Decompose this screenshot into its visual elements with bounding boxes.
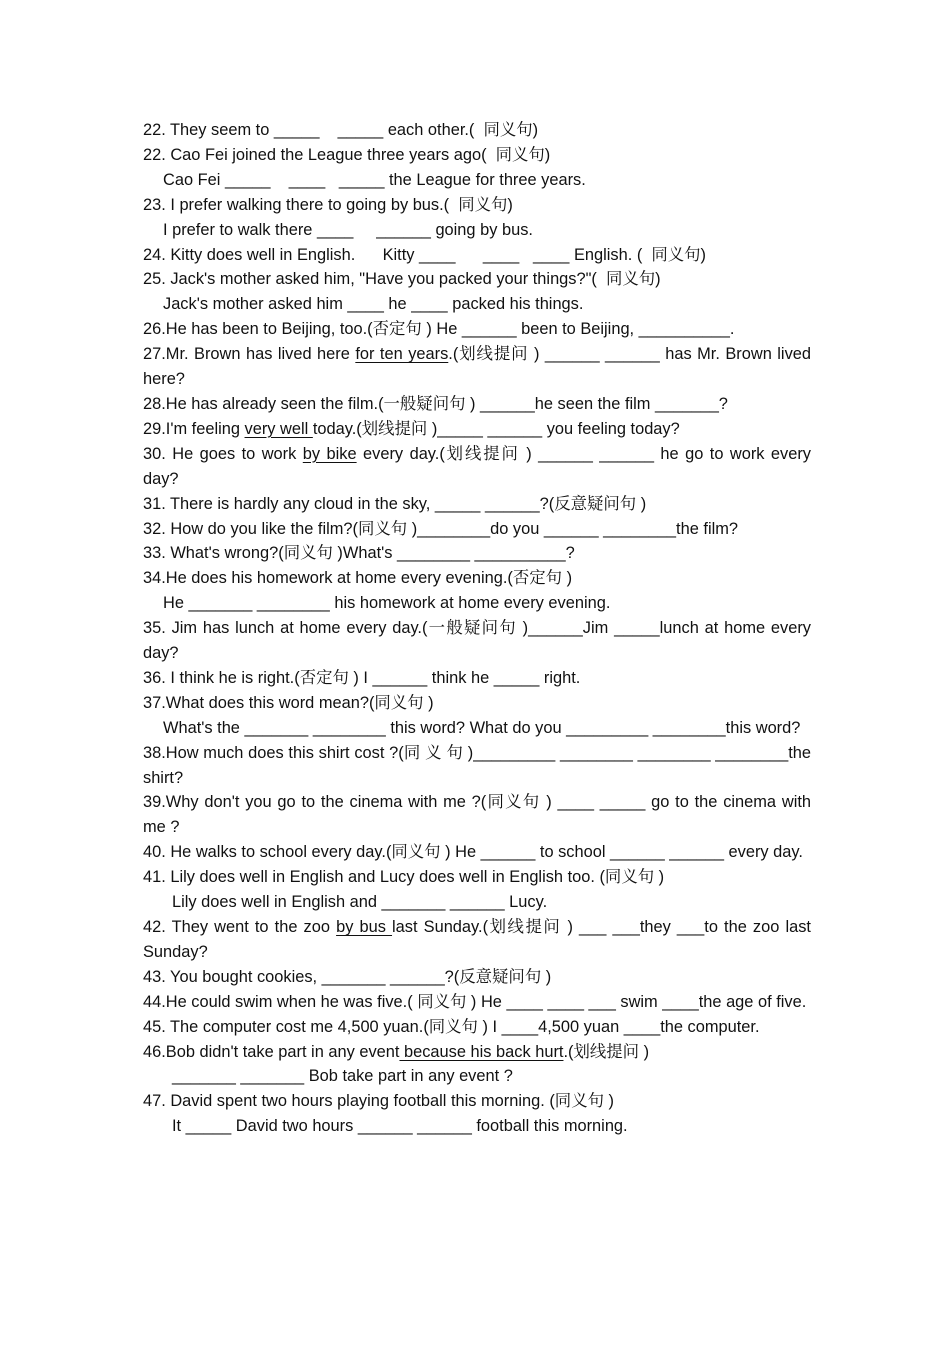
- underlined-phrase: by bus: [336, 918, 393, 936]
- exercise-43: 43. You bought cookies, _______ ______?(反意疑问句 ): [143, 967, 552, 986]
- exercise-39: 39.Why don't you go to the cinema with me ?(同义句 ) ____ _____ go to the cinema with me ?: [143, 793, 811, 837]
- exercise-35: 35. Jim has lunch at home every day.(一般疑问句 )______Jim _____lunch at home every day?: [143, 619, 811, 663]
- exercise-23: 23. I prefer walking there to going by bus.( 同义句): [143, 195, 513, 214]
- exercise-31: 31. There is hardly any cloud in the sky, _____ ______?(反意疑问句 ): [143, 494, 647, 513]
- exercise-47-answer: It _____ David two hours ______ ______ football this morning.: [172, 1117, 628, 1136]
- exercise-25: 25. Jack's mother asked him, "Have you packed your things?"( 同义句): [143, 270, 661, 289]
- exercise-44: 44.He could swim when he was five.( 同义句 ) He ____ ____ ___ swim ____the age of five.: [143, 992, 807, 1011]
- underlined-phrase: because his back hurt: [399, 1042, 564, 1061]
- exercise-32: 32. How do you like the film?(同义句 )________do you ______ ________the film?: [143, 519, 738, 538]
- exercise-37-answer: What's the _______ ________ this word? What do you _________ ________this word?: [163, 718, 801, 737]
- exercise-34-answer: He _______ ________ his homework at home every evening.: [163, 594, 611, 613]
- exercise-23-answer: I prefer to walk there ____ ______ going by bus.: [163, 220, 533, 239]
- exercise-41: 41. Lily does well in English and Lucy does well in English too. (同义句 ): [143, 868, 665, 887]
- exercise-45: 45. The computer cost me 4,500 yuan.(同义句 ) I ____4,500 yuan ____the computer.: [143, 1017, 760, 1036]
- exercise-27: 27.Mr. Brown has lived here for ten years.(划线提问 ) ______ ______ has Mr. Brown lived here?: [143, 345, 811, 389]
- exercise-24: 24. Kitty does well in English. Kitty ____ ____ ____ English. ( 同义句): [143, 245, 707, 264]
- underlined-phrase: very well: [244, 419, 313, 438]
- exercise-22a: 22. They seem to _____ _____ each other.( 同义句): [143, 121, 539, 139]
- exercise-26: 26.He has been to Beijing, too.(否定句 ) He ______ been to Beijing, __________.: [143, 320, 735, 339]
- underlined-phrase: by bike: [302, 444, 357, 463]
- exercise-40: 40. He walks to school every day.(同义句 ) He ______ to school ______ ______ every day.: [143, 843, 803, 862]
- exercise-37: 37.What does this word mean?(同义句 ): [143, 693, 434, 712]
- exercise-30: 30. He goes to work by bike every day.(划线提问 ) ______ ______ he go to work every day?: [143, 444, 812, 488]
- exercise-25-answer: Jack's mother asked him ____ he ____ packed his things.: [163, 295, 584, 314]
- exercise-28: 28.He has already seen the film.(一般疑问句 ) ______he seen the film _______?: [143, 394, 728, 413]
- exercise-42: 42. They went to the zoo by bus last Sunday.(划线提问 ) ___ ___they ___to the zoo last Sunday?: [143, 918, 811, 961]
- exercise-34: 34.He does his homework at home every evening.(否定句 ): [143, 569, 573, 588]
- exercise-38: 38.How much does this shirt cost ?(同 义 句 )_________ ________ ________ ________the shirt?: [143, 743, 811, 787]
- exercise-46: 46.Bob didn't take part in any event because his back hurt.(划线提问 ): [143, 1042, 650, 1061]
- exercise-29: 29.I'm feeling very well today.(划线提问 )_____ ______ you feeling today?: [143, 419, 680, 438]
- exercise-46-answer: _______ _______ Bob take part in any event ?: [172, 1067, 513, 1086]
- exercise-47: 47. David spent two hours playing football this morning. (同义句 ): [143, 1092, 614, 1111]
- exercise-list: [143, 118, 811, 1139]
- exercise-41-answer: Lily does well in English and _______ ______ Lucy.: [172, 893, 548, 912]
- exercise-22b: 22. Cao Fei joined the League three years ago( 同义句): [143, 145, 551, 164]
- exercise-22b-answer: Cao Fei _____ ____ _____ the League for three years.: [163, 170, 586, 189]
- exercise-33: 33. What's wrong?(同义句 )What's ________ __________?: [143, 544, 575, 563]
- underlined-phrase: for ten years: [355, 345, 449, 364]
- exercise-36: 36. I think he is right.(否定句 ) I ______ think he _____ right.: [143, 668, 581, 687]
